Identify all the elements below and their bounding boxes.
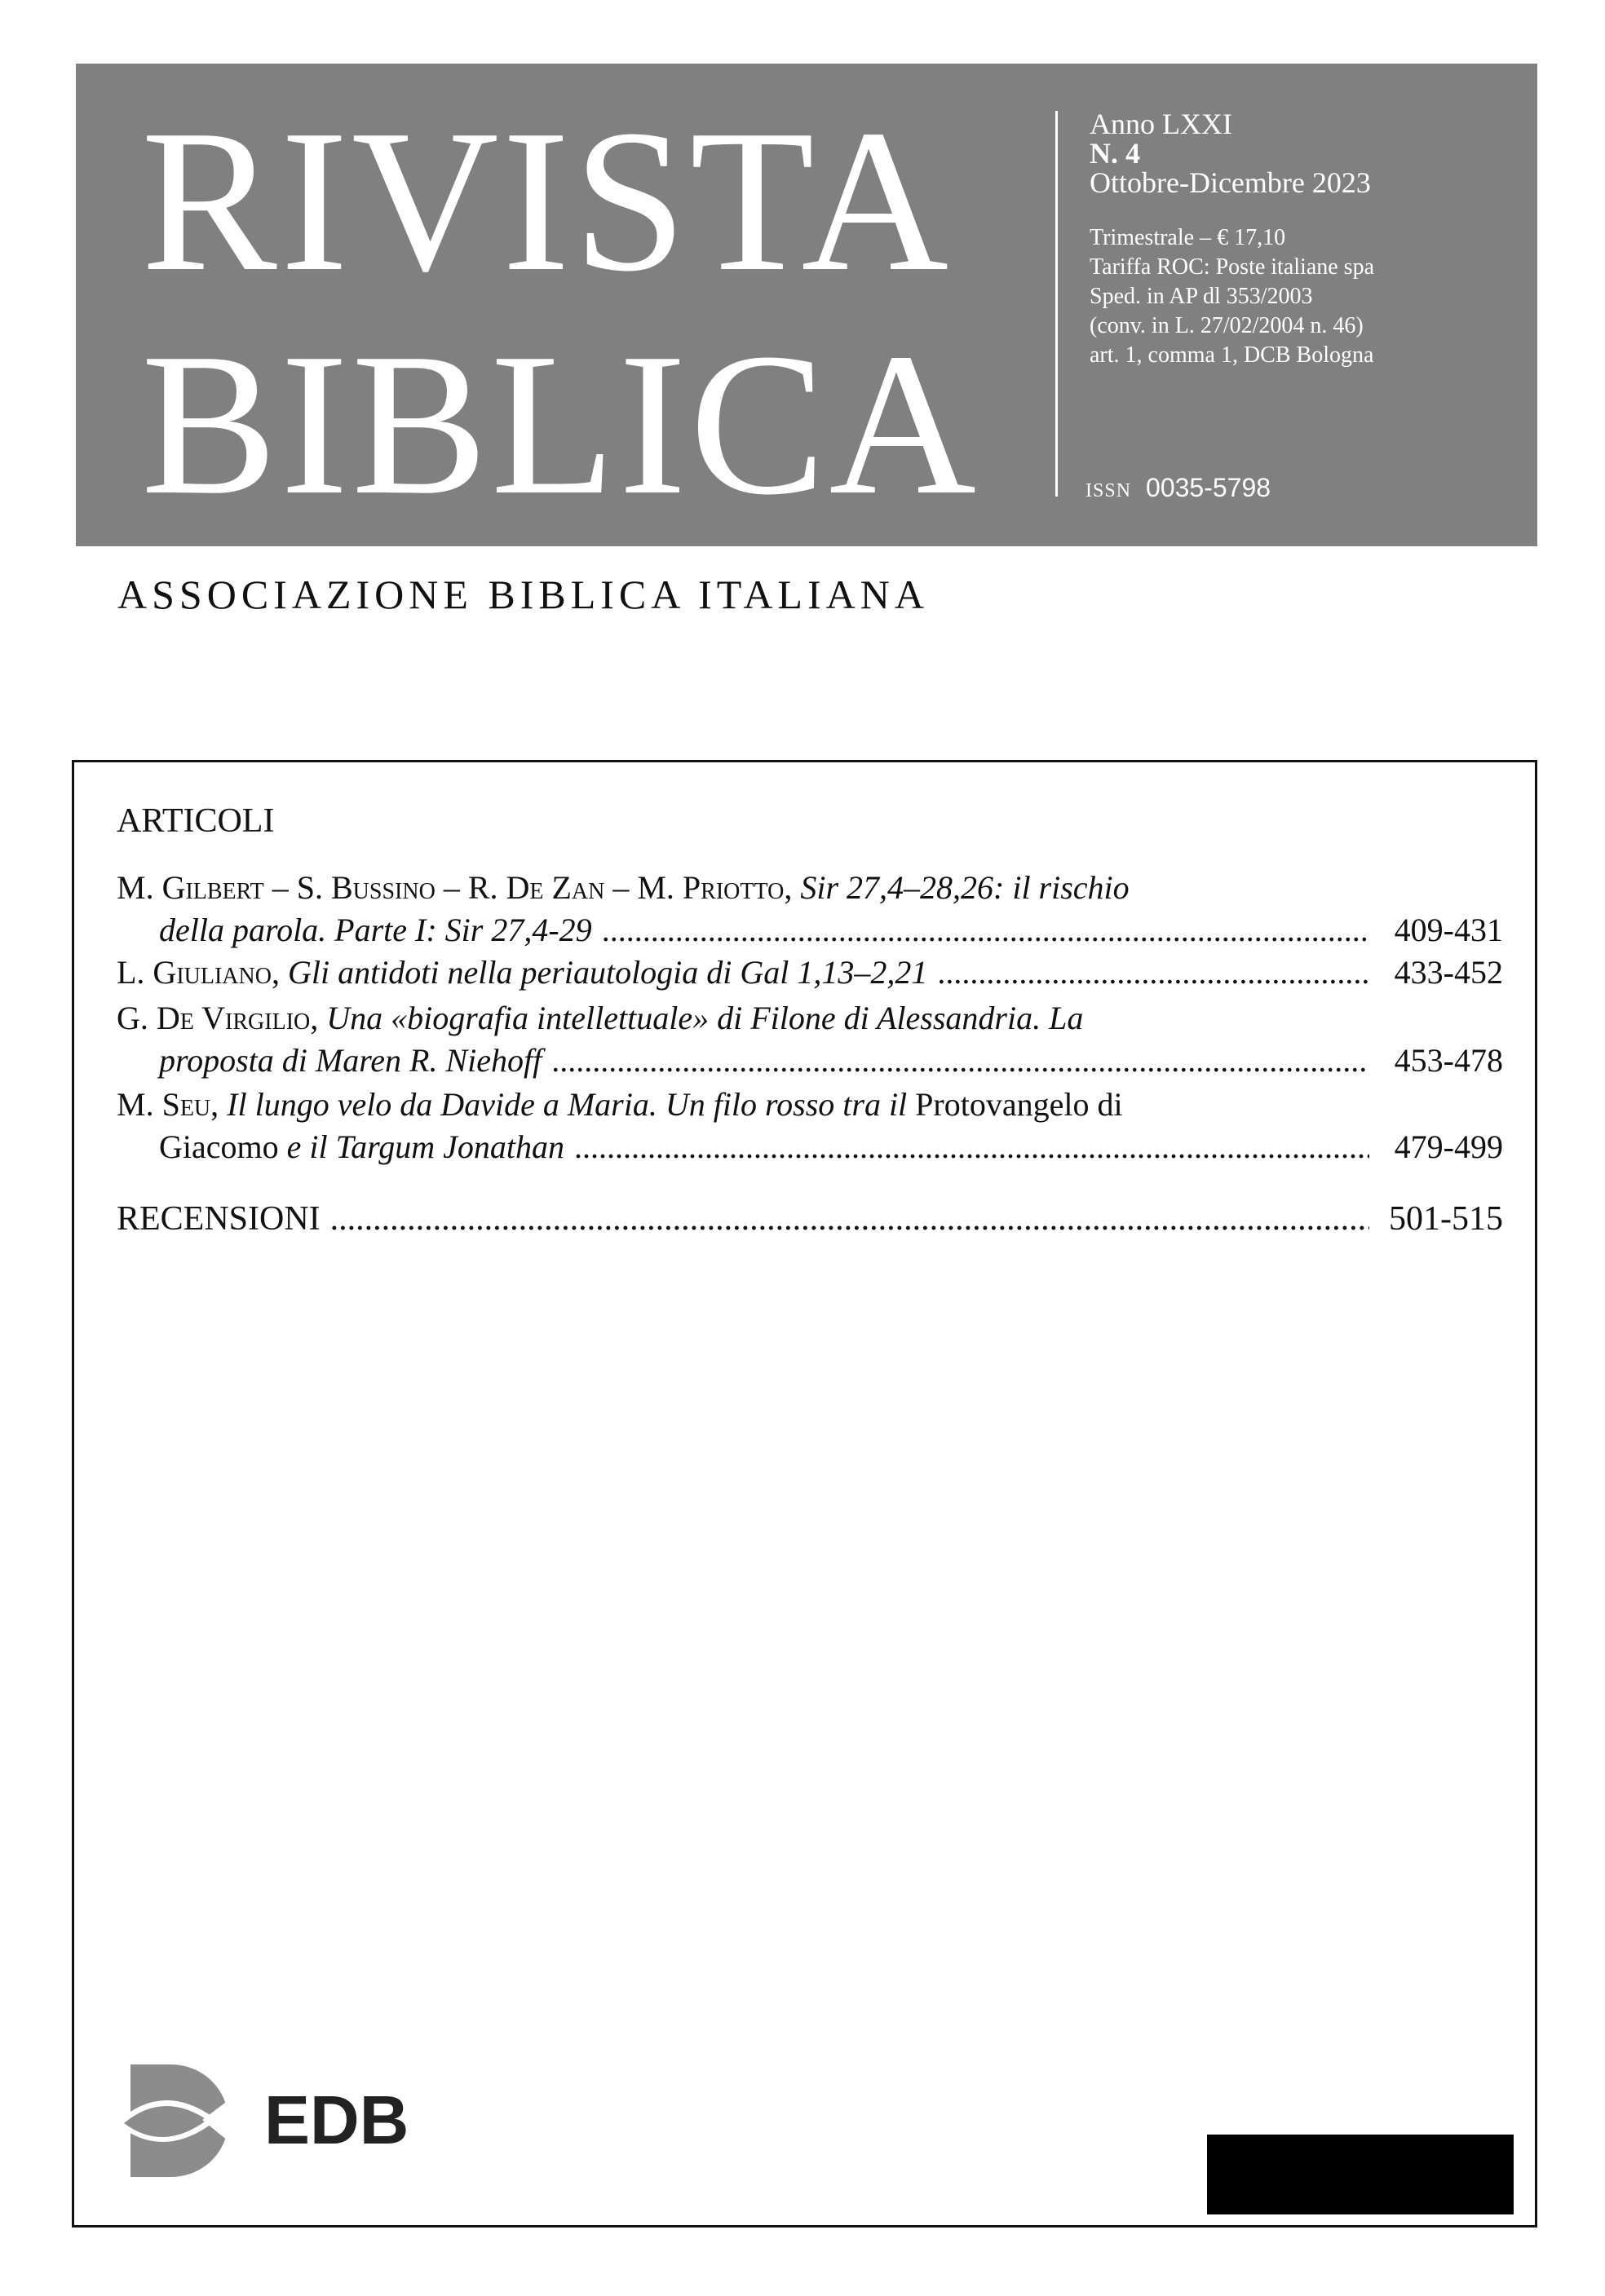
entry-title-cont: della parola. Parte I: Sir 27,4-29 (159, 912, 592, 948)
entry-authors: M. Seu (117, 1086, 211, 1123)
masthead-divider (1055, 111, 1058, 497)
postal-line: Sped. in AP dl 353/2003 (1090, 284, 1313, 309)
entry-title-roman: Giacomo (159, 1128, 279, 1165)
entry-authors: L. Giuliano (117, 954, 272, 991)
entry-pages: 453-478 (1394, 1042, 1503, 1079)
table-of-contents (72, 760, 1537, 2228)
reviews-entry (117, 1198, 1503, 1240)
issn-label: ISSN (1085, 480, 1132, 501)
entry-pages: 479-499 (1394, 1128, 1503, 1165)
entry-pages: 433-452 (1394, 954, 1503, 991)
leader-dots (937, 952, 1369, 994)
entry-title-roman: Protovangelo di (915, 1086, 1123, 1123)
issue-number: N. 4 (1090, 137, 1140, 170)
postal-info (1090, 223, 1374, 370)
entry-title: Il lungo velo da Davide a Maria. Un filo rosso tra il (227, 1086, 908, 1123)
journal-title-line2: BIBLICA (141, 311, 979, 537)
articles-heading: ARTICOLI (117, 802, 275, 840)
issn-number: 0035-5798 (1146, 473, 1271, 502)
association-name: ASSOCIAZIONE BIBLICA ITALIANA (117, 572, 929, 617)
issue-info (1090, 109, 1371, 197)
journal-title-line1: RIVISTA (141, 88, 953, 314)
entry-pages: 409-431 (1394, 912, 1503, 948)
leader-dots (330, 1198, 1369, 1240)
entry-authors: G. De Virgilio (117, 1000, 311, 1036)
issue-year: Anno LXXI (1090, 108, 1232, 140)
issue-period: Ottobre-Dicembre 2023 (1090, 166, 1371, 199)
entry-title-cont: proposta di Maren R. Niehoff (159, 1042, 542, 1079)
publisher-logo-text: EDB (264, 2082, 409, 2158)
reviews-heading: RECENSIONI (117, 1200, 321, 1238)
entry-authors: M. Gilbert – S. Bussino – R. De Zan – M. Priotto (117, 869, 785, 906)
entry-title: Una «biografia intellettuale» di Filone di Alessandria. La (326, 1000, 1084, 1036)
leader-dots (602, 909, 1369, 952)
toc-entry: M. Seu, Il lungo velo da Davide a Maria. Un filo rosso tra il Protovangelo di Giacomo e il Targum Jonathan ..... 479-499 (117, 1084, 1503, 1168)
redaction-block (1207, 2135, 1514, 2214)
postal-line: art. 1, comma 1, DCB Bologna (1090, 342, 1374, 368)
toc-entry: G. De Virgilio, Una «biografia intellettuale» di Filone di Alessandria. La proposta di Maren R. Niehoff ..... 453-478 (117, 997, 1503, 1082)
postal-line: (conv. in L. 27/02/2004 n. 46) (1090, 313, 1364, 338)
reviews-pages: 501-515 (1389, 1200, 1503, 1238)
entry-title: Gli antidoti nella periautologia di Gal 1,13–2,21 (287, 954, 928, 991)
masthead-band (76, 64, 1537, 546)
entry-title-cont: e il Targum Jonathan (286, 1128, 565, 1165)
postal-line: Tariffa ROC: Poste italiane spa (1090, 254, 1375, 280)
leader-dots (551, 1040, 1369, 1082)
entry-title: Sir 27,4–28,26: il rischio (800, 869, 1130, 906)
postal-line: Trimestrale – € 17,10 (1090, 225, 1286, 250)
issn (1085, 473, 1271, 503)
leader-dots (574, 1126, 1369, 1168)
toc-entry: L. Giuliano, Gli antidoti nella periautologia di Gal 1,13–2,21 ..... 433-452 (117, 952, 1503, 994)
toc-entry: M. Gilbert – S. Bussino – R. De Zan – M. Priotto, Sir 27,4–28,26: il rischio della parola. Parte I: Sir 27,4-29 ..... 409-431 (117, 867, 1503, 952)
